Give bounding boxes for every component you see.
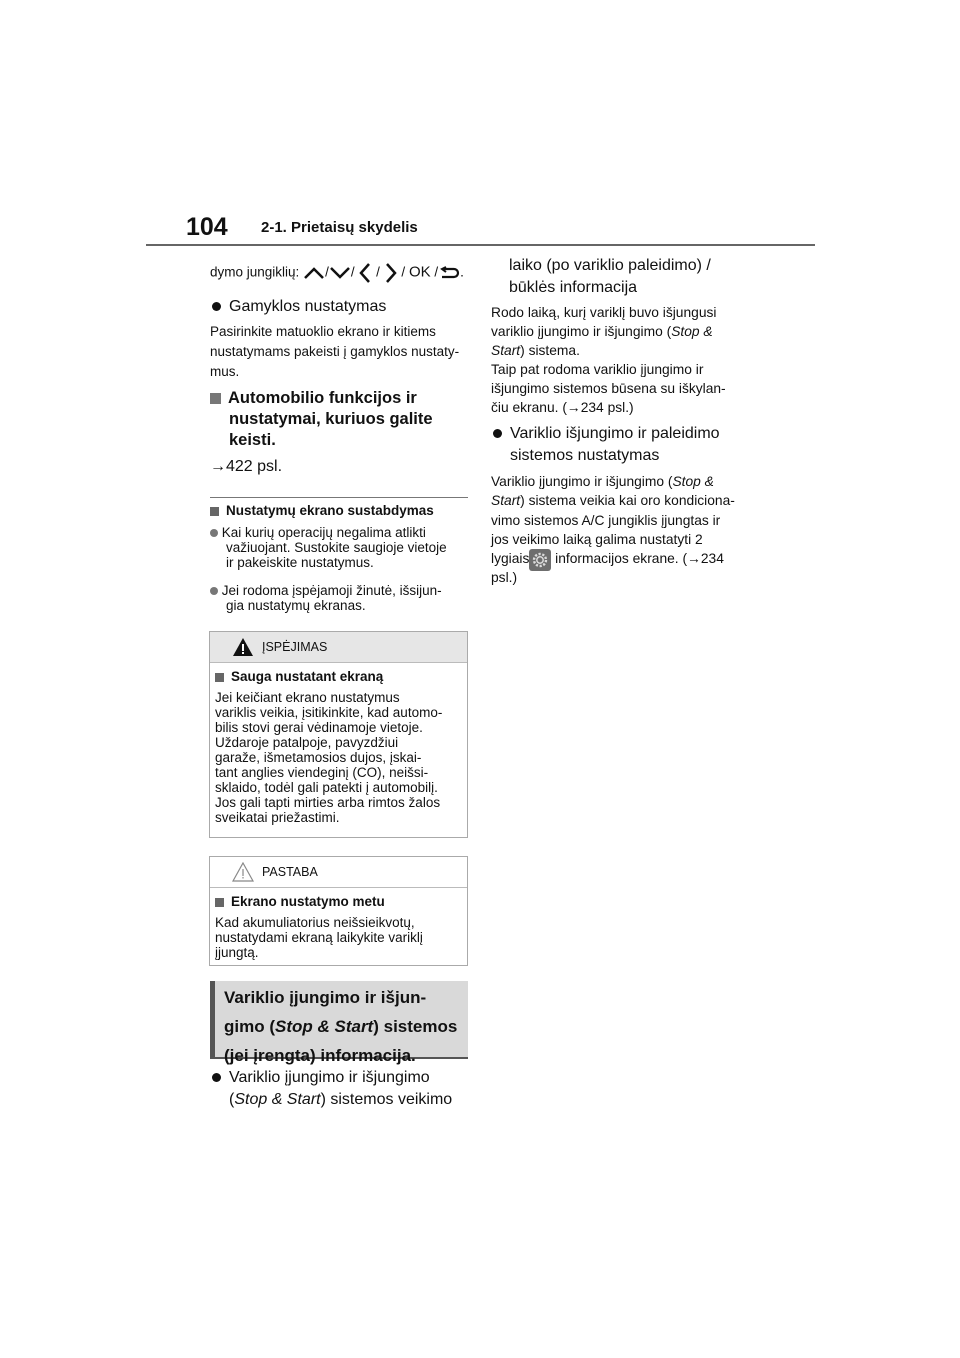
warning-box: ĮSPĖJIMAS Sauga nustatant ekraną Jei keičiant ekrano nustatymus variklis veikia, įsitikinkite, kad automo- bilis stovi gerai vėdinamoje vietoje. Uždaroje patalpoje, pavyzdžiui garaže, išmetamosios dujos, įskai- tant anglies viendeginį (CO), neišsi- sklaido, todėl gali patekti į automobilį. Jos gali tapti mirties arba rimtos žalos sveikatai priežastimi. [209, 631, 468, 838]
header-rule [146, 244, 815, 246]
right-paragraph-2: Variklio įjungimo ir išjungimo (Stop & Start) sistema veikia kai oro kondiciona- vimo sistemos A/C jungiklis įjungtas ir jos veikimo laiką galima nustatyti 2 lygiais informacijos ekrane. (→234 psl.) [491, 474, 735, 586]
caution-icon [232, 862, 254, 882]
chevron-right-icon [384, 262, 398, 284]
sub-rule [210, 497, 468, 498]
right-paragraph-1: Rodo laiką, kurį variklį buvo išjungusi variklio įjungimo ir išjungimo (Stop & Start) sistema. Taip pat rodoma variklio įjungimo ir išjungimo sistemos būsena su iškylan- čiu ekranu. (→234 psl.) [491, 305, 726, 415]
note-label: PASTABA [262, 865, 318, 879]
warning-title: Sauga nustatant ekraną [215, 669, 462, 684]
right-continuation: laiko (po variklio paleidimo) / būklės informacija [509, 257, 711, 296]
suspend-title: Nustatymų ekrano sustabdymas [210, 503, 434, 518]
back-arrow-icon [438, 266, 460, 280]
chevron-down-icon [329, 266, 351, 280]
engine-settings-bullet: Variklio išjungimo ir paleidimo sistemos nustatymas [493, 423, 720, 467]
chevron-up-icon [303, 266, 325, 280]
ok-label: OK [408, 263, 431, 281]
section-title: 2-1. Prietaisų skydelis [261, 219, 418, 236]
features-ref: →422 psl. [210, 458, 283, 475]
switch-line-prefix: dymo jungiklių: [210, 264, 300, 280]
features-title: Automobilio funkcijos ir nustatymai, kuriuos galite keisti. [210, 388, 433, 451]
warning-label: ĮSPĖJIMAS [262, 640, 328, 654]
chevron-left-icon [358, 262, 372, 284]
stop-start-bullet: Variklio įjungimo ir išjungimo (Stop & Start) sistemos veikimo [212, 1067, 452, 1111]
note-title: Ekrano nustatymo metu [215, 894, 462, 909]
suspend-item-1: Kai kurių operacijų negalima atlikti važiuojant. Sustokite saugioje vietoje ir pakeiskite nustatymus. [210, 525, 447, 570]
switch-line: dymo jungiklių: / / / / OK / . [210, 262, 464, 284]
page-number: 104 [186, 213, 228, 241]
stop-start-heading: Variklio įjungimo ir išjun- gimo (Stop & Start) sistemos (jei įrengta) informacija. [210, 981, 468, 1059]
suspend-item-2: Jei rodoma įspėjamoji žinutė, išsijun- gia nustatymų ekranas. [210, 583, 442, 613]
factory-title: Gamyklos nustatymas [212, 296, 386, 318]
warning-icon [232, 637, 254, 657]
settings-gear-icon [529, 549, 551, 571]
factory-text: Pasirinkite matuoklio ekrano ir kitiems nustatymams pakeisti į gamyklos nustaty- mus. [210, 324, 460, 379]
note-box: PASTABA Ekrano nustatymo metu Kad akumuliatorius neišsieikvotų, nustatydami ekraną laikykite variklį įjungtą. [209, 856, 468, 966]
